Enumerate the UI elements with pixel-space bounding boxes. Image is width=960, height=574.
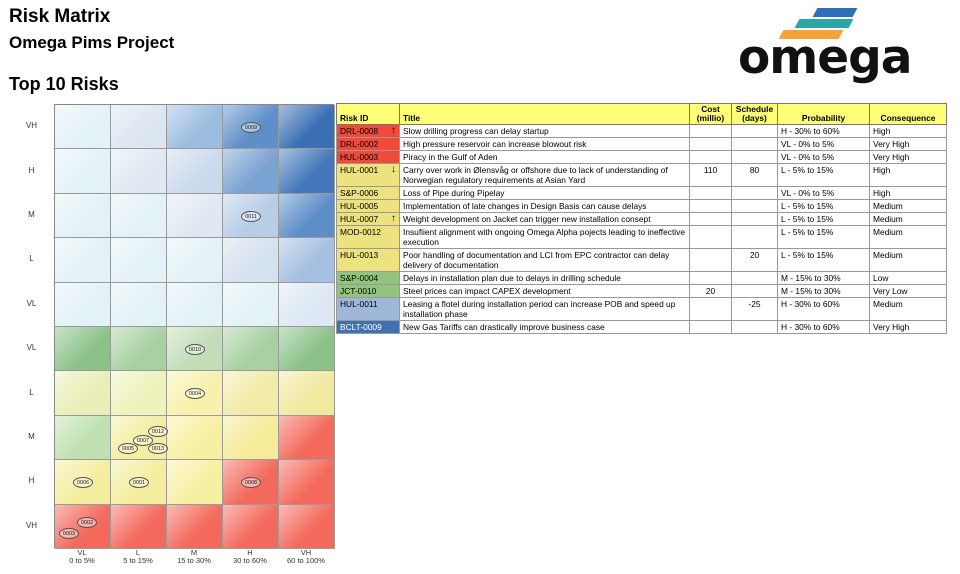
consequence-cell: Medium (870, 226, 947, 249)
matrix-y-label: L (29, 254, 34, 264)
cost-cell (690, 226, 732, 249)
probability-cell: VL - 0% to 5% (778, 187, 870, 200)
risk-id-cell[interactable]: HUL-0005 (337, 200, 400, 213)
risk-title-cell: Loss of Pipe during Pipelay (400, 187, 690, 200)
consequence-cell: High (870, 164, 947, 187)
matrix-y-label: H (28, 476, 35, 486)
matrix-cell (167, 416, 223, 460)
probability-cell: H - 30% to 60% (778, 298, 870, 321)
probability-cell: H - 30% to 60% (778, 321, 870, 334)
consequence-cell: Medium (870, 213, 947, 226)
matrix-cell (223, 505, 279, 549)
table-row[interactable] (337, 272, 947, 285)
matrix-cell (279, 149, 335, 193)
project-name: Omega Pims Project (9, 33, 175, 52)
risk-title-cell: High pressure reservoir can increase blowout risk (400, 138, 690, 151)
cost-cell (690, 151, 732, 164)
matrix-x-label (222, 549, 278, 565)
risk-id-cell[interactable]: HUL-0013 (337, 249, 400, 272)
matrix-cell (111, 105, 167, 149)
col-cost[interactable]: Cost (millio) (690, 104, 732, 125)
matrix-y-label: L (29, 387, 34, 397)
risk-title-cell: Delays in installation plan due to delays in drilling schedule (400, 272, 690, 285)
matrix-cell (111, 283, 167, 327)
matrix-x-label (166, 549, 222, 565)
matrix-cell (55, 105, 111, 149)
table-row[interactable] (337, 213, 947, 226)
schedule-cell (732, 226, 778, 249)
cost-cell (690, 187, 732, 200)
matrix-cell (55, 416, 111, 460)
matrix-cell (223, 238, 279, 282)
consequence-cell: Medium (870, 249, 947, 272)
matrix-cell (167, 460, 223, 504)
risk-marker[interactable]: 0011 (241, 211, 261, 222)
cost-cell (690, 200, 732, 213)
risk-title-cell: New Gas Tariffs can drastically improve business case (400, 321, 690, 334)
matrix-cell (55, 194, 111, 238)
risk-title-cell: Steel prices can impact CAPEX development (400, 285, 690, 298)
consequence-cell: Medium (870, 298, 947, 321)
risk-table (336, 103, 947, 334)
col-schedule[interactable]: Schedule (days) (732, 104, 778, 125)
schedule-cell: 20 (732, 249, 778, 272)
matrix-cell (279, 371, 335, 415)
risk-id-cell[interactable]: S&P-0004 (337, 272, 400, 285)
matrix-cell (111, 149, 167, 193)
probability-cell: H - 30% to 60% (778, 125, 870, 138)
probability-cell: M - 15% to 30% (778, 285, 870, 298)
risk-marker[interactable]: 0008 (241, 477, 261, 488)
table-row[interactable] (337, 298, 947, 321)
cost-cell: 20 (690, 285, 732, 298)
omega-logo (735, 4, 915, 84)
consequence-cell: Very High (870, 321, 947, 334)
risk-marker[interactable]: 0010 (185, 344, 205, 355)
risk-id-cell[interactable]: S&P-0006 (337, 187, 400, 200)
risk-title-cell: Piracy in the Gulf of Aden (400, 151, 690, 164)
schedule-cell (732, 285, 778, 298)
consequence-cell: Very Low (870, 285, 947, 298)
matrix-cell (279, 460, 335, 504)
schedule-cell (732, 272, 778, 285)
table-row[interactable] (337, 125, 947, 138)
risk-marker[interactable]: 0007 (133, 435, 153, 446)
matrix-cell (111, 194, 167, 238)
col-consequence[interactable]: Consequence (870, 104, 947, 125)
table-row[interactable] (337, 187, 947, 200)
risk-title-cell: Slow drilling progress can delay startup (400, 125, 690, 138)
matrix-y-label: M (28, 210, 35, 219)
risk-id-cell[interactable]: HUL-0001 ↓ (337, 164, 400, 187)
cost-cell (690, 125, 732, 138)
trend-up-icon: ↑ (391, 125, 396, 136)
schedule-cell (732, 125, 778, 138)
schedule-cell (732, 213, 778, 226)
consequence-cell: Medium (870, 200, 947, 213)
x-label-range: 60 to 100% (287, 556, 325, 565)
table-header-row (337, 104, 947, 125)
matrix-cell (167, 149, 223, 193)
matrix-cell (279, 238, 335, 282)
matrix-cell (55, 283, 111, 327)
matrix-cell (279, 283, 335, 327)
matrix-x-label (278, 549, 334, 565)
matrix-cell (111, 327, 167, 371)
col-title[interactable]: Title (400, 104, 690, 125)
risk-id-cell[interactable]: HUL-0011 (337, 298, 400, 321)
risk-title-cell: Implementation of late changes in Design Basis can cause delays (400, 200, 690, 213)
matrix-y-label: VL (26, 298, 37, 308)
matrix-cell (167, 105, 223, 149)
matrix-cell (55, 149, 111, 193)
table-row[interactable] (337, 249, 947, 272)
schedule-cell (732, 200, 778, 213)
probability-cell: L - 5% to 15% (778, 213, 870, 226)
table-row[interactable] (337, 200, 947, 213)
table-row[interactable] (337, 164, 947, 187)
schedule-cell: 80 (732, 164, 778, 187)
risk-title-cell: Weight development on Jacket can trigger new installation consept (400, 213, 690, 226)
matrix-cell (167, 194, 223, 238)
cost-cell (690, 272, 732, 285)
matrix-cell (279, 194, 335, 238)
risk-marker[interactable]: 0009 (241, 122, 261, 133)
probability-cell: VL - 0% to 5% (778, 151, 870, 164)
schedule-cell (732, 151, 778, 164)
trend-down-icon: ↓ (391, 164, 396, 175)
cost-cell (690, 213, 732, 226)
x-label-level: VL (77, 548, 87, 557)
risk-title-cell: Carry over work in Ølensvåg or offshore due to lack of understanding of Norwegian regulatory requirements at Asian Yard (400, 164, 690, 187)
x-label-level: H (247, 548, 253, 557)
x-label-level: M (190, 548, 198, 557)
cost-cell (690, 249, 732, 272)
x-label-level: L (135, 548, 141, 557)
section-title: Top 10 Risks (9, 74, 119, 94)
col-risk-id[interactable]: Risk ID (337, 104, 400, 125)
matrix-cell (167, 283, 223, 327)
risk-title-cell: Leasing a flotel during installation period can increase POB and speed up installation phase (400, 298, 690, 321)
consequence-cell: High (870, 187, 947, 200)
risk-marker[interactable]: 0013 (148, 443, 168, 454)
matrix-cell (223, 371, 279, 415)
risk-title-cell: Poor handling of documentation and LCI from EPC contractor can delay delivery of documentation (400, 249, 690, 272)
matrix-x-label (54, 549, 110, 565)
page-title: Risk Matrix (9, 6, 111, 27)
cost-cell (690, 138, 732, 151)
consequence-cell: Very High (870, 151, 947, 164)
consequence-cell: Very High (870, 138, 947, 151)
schedule-cell: -25 (732, 298, 778, 321)
risk-marker[interactable]: 0006 (73, 477, 93, 488)
matrix-cell (111, 371, 167, 415)
matrix-cell (167, 505, 223, 549)
logo-stripe-teal (795, 19, 854, 28)
x-label-level: VH (300, 548, 312, 557)
risk-matrix (54, 104, 334, 548)
probability-cell: L - 5% to 15% (778, 226, 870, 249)
risk-marker[interactable]: 0004 (185, 388, 205, 399)
cost-cell (690, 298, 732, 321)
consequence-cell: Low (870, 272, 947, 285)
cost-cell (690, 321, 732, 334)
risk-title-cell: Insufiient alignment with ongoing Omega Alpha pojects leading to ineffective execution (400, 226, 690, 249)
table-row[interactable] (337, 138, 947, 151)
risk-marker[interactable]: 0001 (129, 477, 149, 488)
risk-marker[interactable]: 0012 (148, 426, 168, 437)
probability-cell: L - 5% to 15% (778, 200, 870, 213)
probability-cell: L - 5% to 15% (778, 164, 870, 187)
matrix-y-label: VL (26, 343, 37, 353)
x-label-range: 15 to 30% (177, 556, 211, 565)
matrix-cell (223, 149, 279, 193)
risk-id-cell[interactable]: HUL-0003 (337, 151, 400, 164)
schedule-cell (732, 138, 778, 151)
risk-id-cell[interactable]: DRL-0008 ↑ (337, 125, 400, 138)
schedule-cell (732, 187, 778, 200)
matrix-cell (223, 416, 279, 460)
matrix-y-label: VH (25, 121, 38, 131)
matrix-cell (55, 371, 111, 415)
matrix-cell (55, 327, 111, 371)
risk-marker[interactable]: 0005 (118, 443, 138, 454)
x-label-range: 30 to 60% (233, 556, 267, 565)
probability-cell: L - 5% to 15% (778, 249, 870, 272)
matrix-cell (279, 105, 335, 149)
table-row[interactable] (337, 321, 947, 334)
risk-marker[interactable]: 0002 (77, 517, 97, 528)
logo-wordmark: omega (738, 30, 912, 85)
col-probability[interactable]: Probability (778, 104, 870, 125)
risk-id-cell[interactable]: DRL-0002 (337, 138, 400, 151)
matrix-cell (223, 327, 279, 371)
probability-cell: M - 15% to 30% (778, 272, 870, 285)
logo-stripe-blue (813, 8, 858, 17)
matrix-y-label: VH (25, 520, 38, 530)
matrix-cell (279, 327, 335, 371)
risk-id-cell[interactable]: MOD-0012 (337, 226, 400, 249)
matrix-y-label: H (28, 165, 35, 175)
cost-cell: 110 (690, 164, 732, 187)
risk-id-cell[interactable]: HUL-0007 ↑ (337, 213, 400, 226)
risk-id-cell[interactable]: BCLT-0009 (337, 321, 400, 334)
matrix-cell (111, 505, 167, 549)
table-row[interactable] (337, 151, 947, 164)
matrix-cell (167, 238, 223, 282)
matrix-cell (279, 505, 335, 549)
matrix-cell (55, 238, 111, 282)
matrix-cell (223, 283, 279, 327)
risk-id-cell[interactable]: JCT-0010 (337, 285, 400, 298)
trend-up-icon: ↑ (391, 213, 396, 224)
x-label-range: 5 to 15% (123, 556, 153, 565)
matrix-y-label: M (28, 432, 35, 441)
matrix-x-label (110, 549, 166, 565)
table-row[interactable] (337, 226, 947, 249)
probability-cell: VL - 0% to 5% (778, 138, 870, 151)
risk-marker[interactable]: 0003 (59, 528, 79, 539)
table-row[interactable] (337, 285, 947, 298)
matrix-cell (279, 416, 335, 460)
consequence-cell: High (870, 125, 947, 138)
matrix-cell (111, 238, 167, 282)
schedule-cell (732, 321, 778, 334)
x-label-range: 0 to 5% (69, 556, 95, 565)
